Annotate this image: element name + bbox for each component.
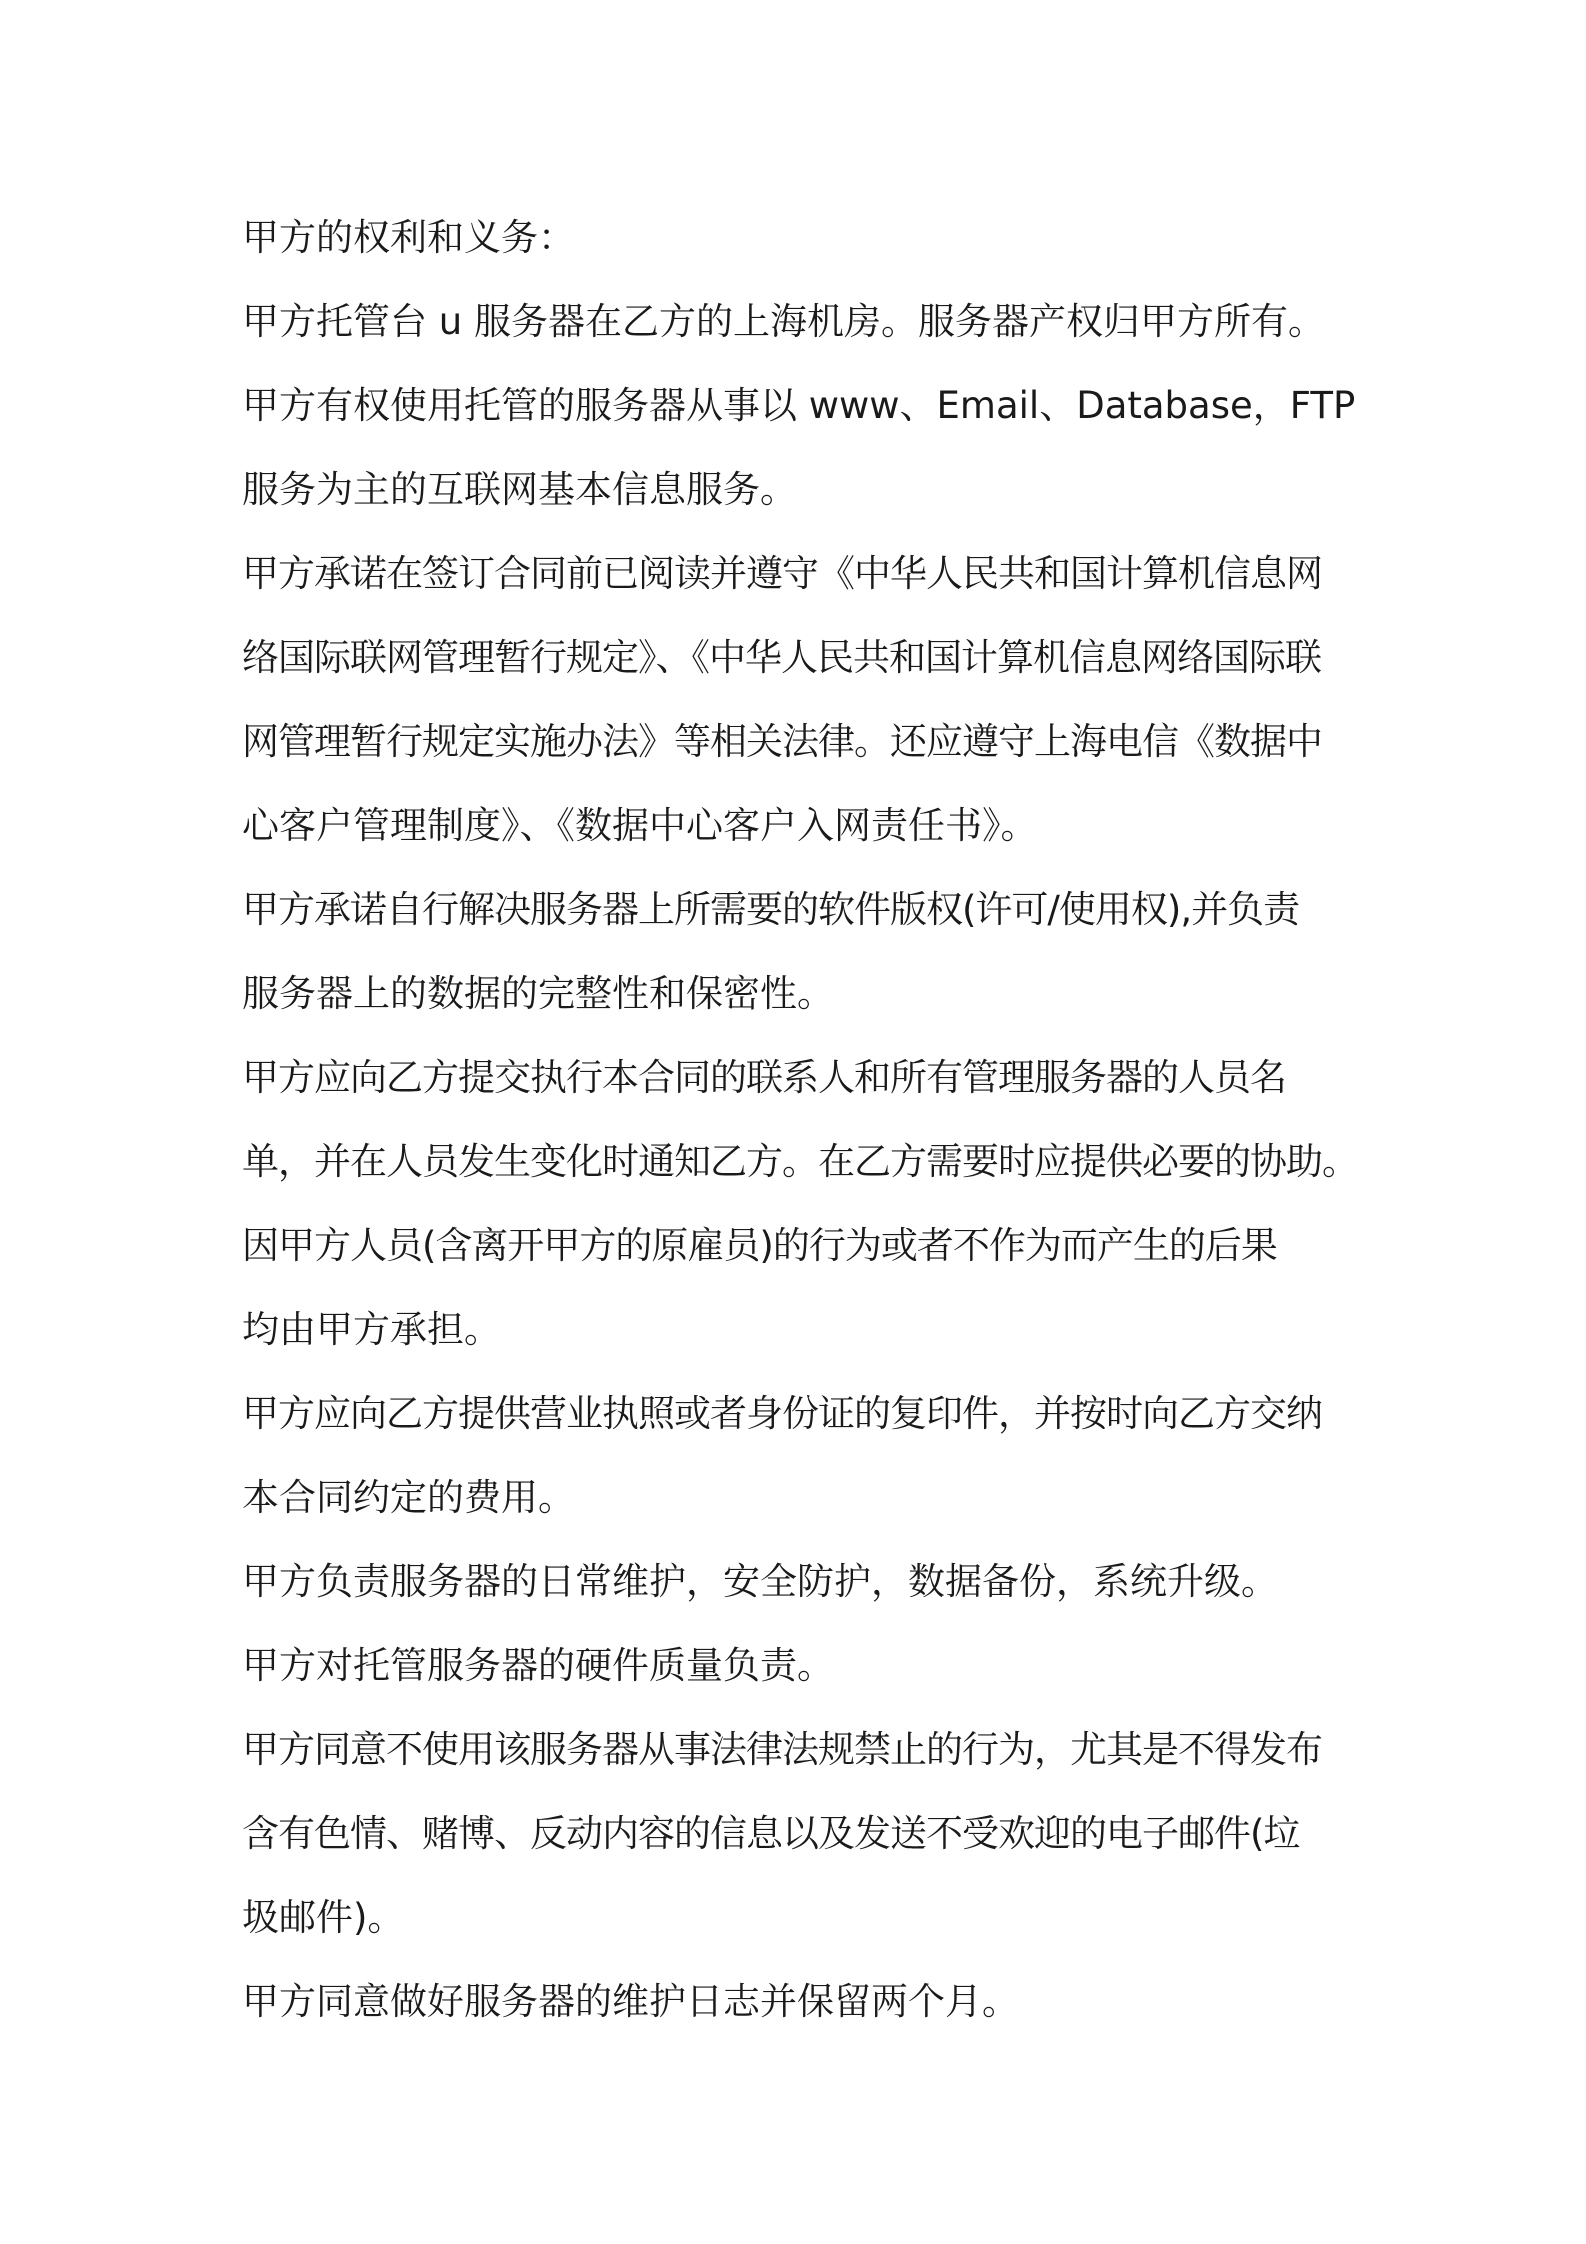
text-line: 甲方对托管服务器的硬件质量负责。 xyxy=(242,1644,834,1687)
text-line: 单，并在人员发生变化时通知乙方。在乙方需要时应提供必要的协助。 xyxy=(242,1140,1358,1183)
text-line: 甲方承诺自行解决服务器上所需要的软件版权(许可/使用权),并负责 xyxy=(242,888,1300,931)
text-line: 服务为主的互联网基本信息服务。 xyxy=(242,468,797,511)
text-line: 均由甲方承担。 xyxy=(242,1308,501,1351)
document-body xyxy=(242,196,1362,2044)
text-line: 本合同约定的费用。 xyxy=(242,1476,575,1519)
text-line: 甲方有权使用托管的服务器从事以 www、Email、Database，FTP xyxy=(242,384,1356,427)
text-line: 甲方承诺在签订合同前已阅读并遵守《中华人民共和国计算机信息网 xyxy=(242,552,1322,595)
section-heading: 甲方的权利和义务： xyxy=(242,216,575,259)
text-line: 络国际联网管理暂行规定》、《中华人民共和国计算机信息网络国际联 xyxy=(242,636,1321,679)
text-line: 网管理暂行规定实施办法》等相关法律。还应遵守上海电信《数据中 xyxy=(242,720,1322,763)
text-line: 圾邮件)。 xyxy=(242,1896,405,1939)
text-line: 服务器上的数据的完整性和保密性。 xyxy=(242,972,834,1015)
text-line: 心客户管理制度》、《数据中心客户入网责任书》。 xyxy=(242,804,1038,847)
text-line: 甲方同意做好服务器的维护日志并保留两个月。 xyxy=(242,1980,1019,2023)
text-line: 甲方同意不使用该服务器从事法律法规禁止的行为，尤其是不得发布 xyxy=(242,1728,1322,1771)
text-line: 甲方托管台 u 服务器在乙方的上海机房。服务器产权归甲方所有。 xyxy=(242,300,1325,343)
text-line: 甲方应向乙方提交执行本合同的联系人和所有管理服务器的人员名 xyxy=(242,1056,1286,1099)
text-line: 因甲方人员(含离开甲方的原雇员)的行为或者不作为而产生的后果 xyxy=(242,1224,1277,1267)
text-line: 甲方应向乙方提供营业执照或者身份证的复印件，并按时向乙方交纳 xyxy=(242,1392,1322,1435)
text-line: 甲方负责服务器的日常维护，安全防护，数据备份，系统升级。 xyxy=(242,1560,1278,1603)
text-line: 含有色情、赌博、反动内容的信息以及发送不受欢迎的电子邮件(垃 xyxy=(242,1812,1300,1855)
